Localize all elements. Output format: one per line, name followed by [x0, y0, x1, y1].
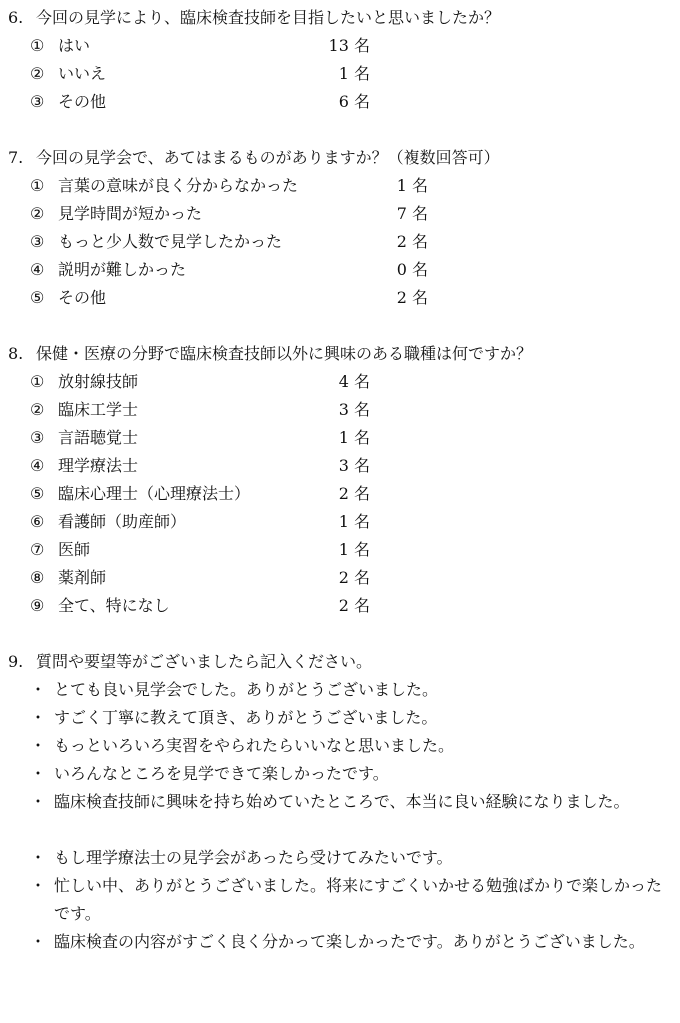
option-count: 2 名	[338, 484, 370, 503]
option-count: 1 名	[338, 428, 370, 447]
option-label: 薬剤師	[58, 568, 107, 587]
option-marker: ②	[30, 400, 45, 419]
question-8-heading	[8, 340, 668, 368]
option-label: 放射線技師	[58, 372, 139, 391]
option-count: 1 名	[338, 540, 370, 559]
option-label: 臨床工学士	[58, 400, 139, 419]
bullet-icon: ・	[30, 876, 47, 895]
comment-text: 忙しい中、ありがとうございました。将来にすごくいかせる勉強ばかりで楽しかったです。	[54, 876, 663, 923]
comment-text: 臨床検査技師に興味を持ち始めていたところで、本当に良い経験になりました。	[54, 792, 630, 811]
option-count: 2 名	[396, 232, 428, 251]
bullet-icon: ・	[30, 932, 47, 951]
option-marker: ⑥	[30, 512, 45, 531]
q6-option-1	[30, 32, 650, 60]
q8-option-4	[30, 452, 650, 480]
comment-item	[30, 844, 668, 872]
q8-option-5	[30, 480, 650, 508]
option-marker: ⑤	[30, 484, 45, 503]
bullet-icon: ・	[30, 848, 47, 867]
option-marker: ⑨	[30, 596, 45, 615]
option-label: その他	[58, 288, 107, 307]
option-marker: ③	[30, 232, 45, 251]
comment-text: もっといろいろ実習をやられたらいいなと思いました。	[54, 736, 455, 755]
comment-item	[30, 732, 668, 760]
option-label: その他	[58, 92, 107, 111]
question-6-heading	[8, 4, 668, 32]
option-count: 7 名	[396, 204, 428, 223]
option-label: 言葉の意味が良く分からなかった	[58, 176, 299, 195]
q8-option-9	[30, 592, 650, 620]
option-marker: ①	[30, 36, 45, 55]
option-label: いいえ	[58, 64, 107, 83]
comment-item	[30, 704, 668, 732]
question-number: 7.	[8, 148, 24, 167]
option-marker: ④	[30, 260, 45, 279]
option-marker: ⑤	[30, 288, 45, 307]
bullet-icon: ・	[30, 736, 47, 755]
comment-text: すごく丁寧に教えて頂き、ありがとうございました。	[54, 708, 438, 727]
option-marker: ③	[30, 428, 45, 447]
option-marker: ①	[30, 372, 45, 391]
comment-item	[30, 676, 668, 704]
option-count: 0 名	[396, 260, 428, 279]
comment-text: もし理学療法士の見学会があったら受けてみたいです。	[54, 848, 453, 867]
question-number: 8.	[8, 344, 24, 363]
option-count: 1 名	[338, 512, 370, 531]
q7-option-4	[30, 256, 650, 284]
option-marker: ②	[30, 64, 45, 83]
option-label: もっと少人数で見学したかった	[58, 232, 283, 251]
q8-option-1	[30, 368, 650, 396]
option-count: 1 名	[338, 64, 370, 83]
comment-item	[30, 788, 668, 816]
option-label: 看護師（助産師）	[58, 512, 187, 531]
option-count: 3 名	[338, 456, 370, 475]
q8-option-7	[30, 536, 650, 564]
option-count: 13 名	[328, 36, 370, 55]
option-label: 全て、特になし	[58, 596, 170, 615]
option-count: 2 名	[396, 288, 428, 307]
q8-option-8	[30, 564, 650, 592]
bullet-icon: ・	[30, 680, 47, 699]
q8-option-3	[30, 424, 650, 452]
comment-text: いろんなところを見学できて楽しかったです。	[54, 764, 389, 783]
option-count: 6 名	[338, 92, 370, 111]
option-marker: ①	[30, 176, 45, 195]
option-count: 1 名	[396, 176, 428, 195]
comment-item	[30, 928, 668, 956]
option-count: 2 名	[338, 596, 370, 615]
option-count: 4 名	[338, 372, 370, 391]
option-marker: ⑦	[30, 540, 45, 559]
comment-item	[30, 760, 668, 788]
comment-item	[30, 872, 668, 928]
question-9-heading	[8, 648, 668, 676]
q7-option-3	[30, 228, 650, 256]
option-label: 臨床心理士（心理療法士）	[58, 484, 251, 503]
bullet-icon: ・	[30, 708, 47, 727]
question-text: 質問や要望等がございましたら記入ください。	[36, 652, 373, 671]
question-number: 9.	[8, 652, 24, 671]
option-marker: ⑧	[30, 568, 45, 587]
question-7-heading	[8, 144, 668, 172]
option-label: 見学時間が短かった	[58, 204, 203, 223]
q6-option-2	[30, 60, 650, 88]
bullet-icon: ・	[30, 792, 47, 811]
q7-option-1	[30, 172, 650, 200]
option-marker: ④	[30, 456, 45, 475]
comment-text: とても良い見学会でした。ありがとうございました。	[54, 680, 439, 699]
option-label: はい	[58, 36, 91, 55]
bullet-icon: ・	[30, 764, 47, 783]
question-text: 保健・医療の分野で臨床検査技師以外に興味のある職種は何ですか？	[36, 344, 533, 363]
option-label: 医師	[58, 540, 91, 559]
q8-option-6	[30, 508, 650, 536]
question-text: 今回の見学会で、あてはまるものがありますか？（複数回答可）	[36, 148, 500, 167]
option-label: 言語聴覚士	[58, 428, 139, 447]
q6-option-3	[30, 88, 650, 116]
q8-option-2	[30, 396, 650, 424]
option-count: 2 名	[338, 568, 370, 587]
comment-text: 臨床検査の内容がすごく良く分かって楽しかったです。ありがとうございました。	[54, 932, 645, 951]
q7-option-2	[30, 200, 650, 228]
question-text: 今回の見学により、臨床検査技師を目指したいと思いましたか？	[36, 8, 501, 27]
question-number: 6.	[8, 8, 24, 27]
q7-option-5	[30, 284, 650, 312]
option-label: 理学療法士	[58, 456, 139, 475]
option-marker: ③	[30, 92, 45, 111]
option-count: 3 名	[338, 400, 370, 419]
option-marker: ②	[30, 204, 45, 223]
option-label: 説明が難しかった	[58, 260, 187, 279]
